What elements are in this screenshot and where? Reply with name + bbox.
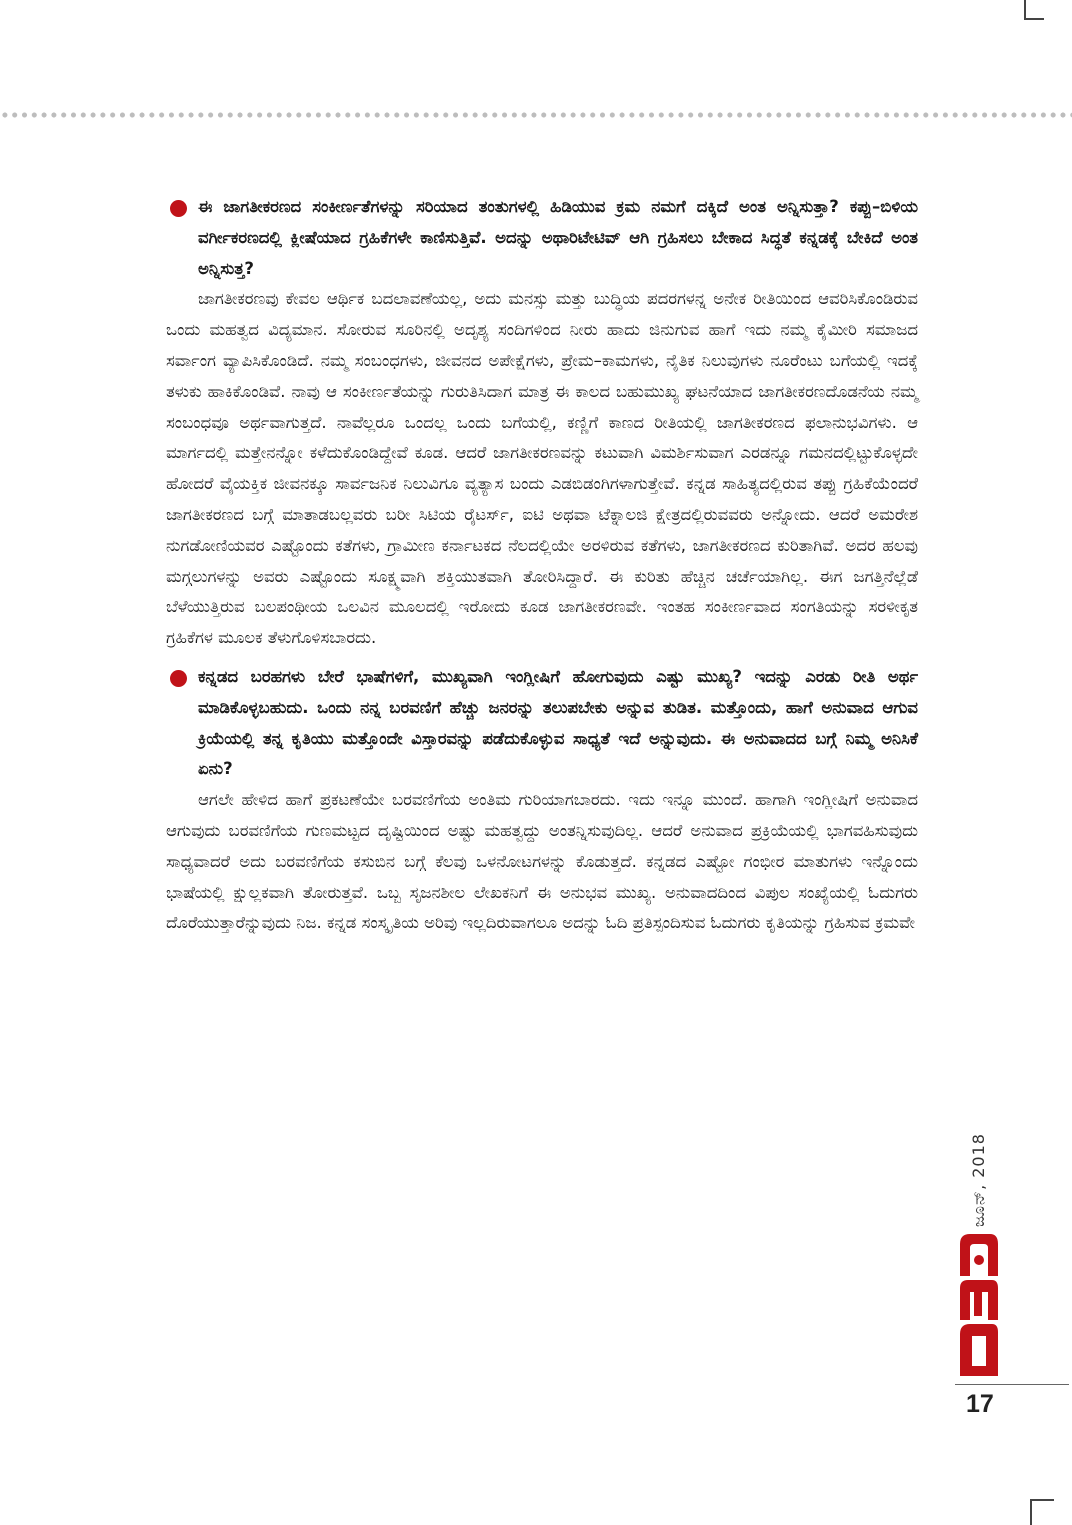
- answer-1: ಜಾಗತೀಕರಣವು ಕೇವಲ ಆರ್ಥಿಕ ಬದಲಾವಣೆಯಲ್ಲ, ಅದು ಮನಸ್ಸು ಮತ್ತು ಬುದ್ಧಿಯ ಪದರಗಳನ್ನ ಅನೇಕ ರೀತಿಯಿಂದ ಆವರಿಸಿಕೊಂಡಿರುವ ಒಂದು ಮಹತ್ವದ ವಿದ್ಯಮಾನ. ಸೋರುವ ಸೂರಿನಲ್ಲಿ ಅದೃಶ್ಯ ಸಂದಿಗಳಿಂದ ನೀರು ಹಾದು ಜಿನುಗುವ ಹಾಗೆ ಇದು ನಮ್ಮ ಕೈಮೀರಿ ಸಮಾಜದ ಸರ್ವಾಂಗ ವ್ಯಾಪಿಸಿಕೊಂಡಿದೆ. ನಮ್ಮ ಸಂಬಂಧಗಳು, ಜೀವನದ ಅಪೇಕ್ಷೆಗಳು, ಪ್ರೇಮ–ಕಾಮಗಳು, ನೈತಿಕ ನಿಲುವುಗಳು ನೂರೆಂಟು ಬಗೆಯಲ್ಲಿ ಇದಕ್ಕೆ ತಳುಕು ಹಾಕಿಕೊಂಡಿವೆ. ನಾವು ಆ ಸಂಕೀರ್ಣತೆಯನ್ನು ಗುರುತಿಸಿದಾಗ ಮಾತ್ರ ಈ ಕಾಲದ ಬಹುಮುಖ್ಯ ಘಟನೆಯಾದ ಜಾಗತೀಕರಣದೊಡನೆಯ ನಮ್ಮ ಸಂಬಂಧವೂ ಅರ್ಥವಾಗುತ್ತದೆ. ನಾವೆಲ್ಲರೂ ಒಂದಲ್ಲ ಒಂದು ಬಗೆಯಲ್ಲಿ, ಕಣ್ಣಿಗೆ ಕಾಣದ ರೀತಿಯಲ್ಲಿ ಜಾಗತೀಕರಣದ ಫಲಾನುಭವಿಗಳು. ಆ ಮಾರ್ಗದಲ್ಲಿ ಮತ್ತೇನನ್ನೋ ಕಳೆದುಕೊಂಡಿದ್ದೇವೆ ಕೂಡ. ಆದರೆ ಜಾಗತೀಕರಣವನ್ನು ಕಟುವಾಗಿ ವಿಮರ್ಶಿಸುವಾಗ ಎರಡನ್ನೂ ಗಮನದಲ್ಲಿಟ್ಟುಕೊಳ್ಳದೇ ಹೋದರೆ ವೈಯಕ್ತಿಕ ಜೀವನಕ್ಕೂ ಸಾರ್ವಜನಿಕ ನಿಲುವಿಗೂ ವ್ಯತ್ಯಾಸ ಬಂದು ಎಡಬಿಡಂಗಿಗಳಾಗುತ್ತೇವೆ. ಕನ್ನಡ ಸಾಹಿತ್ಯದಲ್ಲಿರುವ ತಪ್ಪು ಗ್ರಹಿಕೆಯೆಂದರೆ ಜಾಗತೀಕರಣದ ಬಗ್ಗೆ ಮಾತಾಡಬಲ್ಲವರು ಬರೀ ಸಿಟಿಯ ರೈಟರ್ಸ್, ಐಟಿ ಅಥವಾ ಟೆಕ್ನಾಲಜಿ ಕ್ಷೇತ್ರದಲ್ಲಿರುವವರು ಅನ್ನೋದು. ಆದರೆ ಅಮರೇಶ ನುಗಡೋಣಿಯವರ ಎಷ್ಟೊಂದು ಕತೆಗಳು, ಗ್ರಾಮೀಣ ಕರ್ನಾಟಕದ ನೆಲದಲ್ಲಿಯೇ ಅರಳಿರುವ ಕತೆಗಳು, ಜಾಗತೀಕರಣದ ಕುರಿತಾಗಿವೆ. ಅದರ ಹಲವು ಮಗ್ಗಲುಗಳನ್ನು ಅವರು ಎಷ್ಟೊಂದು ಸೂಕ್ಷ್ಮವಾಗಿ ಶಕ್ತಿಯುತವಾಗಿ ತೋರಿಸಿದ್ದಾರೆ. ಈ ಕುರಿತು ಹೆಚ್ಚಿನ ಚರ್ಚೆಯಾಗಿಲ್ಲ. ಈಗ ಜಗತ್ತಿನೆಲ್ಲೆಡೆ ಬೆಳೆಯುತ್ತಿರುವ ಬಲಪಂಥೀಯ ಒಲವಿನ ಮೂಲದಲ್ಲಿ ಇರೋದು ಕೂಡ ಜಾಗತೀಕರಣವೇ. ಇಂತಹ ಸಂಕೀರ್ಣವಾದ ಸಂಗತಿಯನ್ನು ಸರಳೀಕೃತ ಗ್ರಹಿಕೆಗಳ ಮೂಲಕ ತೆಳುಗೊಳಿಸಬಾರದು.: [166, 289, 918, 648]
- question-2: [166, 662, 918, 785]
- bullet-icon: [170, 670, 187, 687]
- crop-mark-bottom: [1030, 1499, 1054, 1525]
- bullet-icon: [170, 200, 187, 217]
- issue-date-text: ಜೂನ್, 2018: [969, 1133, 988, 1227]
- article-body: [166, 192, 918, 939]
- magazine-logo: [952, 1226, 1002, 1376]
- question-1: [166, 192, 918, 284]
- answer-2: ಆಗಲೇ ಹೇಳಿದ ಹಾಗೆ ಪ್ರಕಟಣೆಯೇ ಬರವಣಿಗೆಯ ಅಂತಿಮ ಗುರಿಯಾಗಬಾರದು. ಇದು ಇನ್ನೂ ಮುಂದೆ. ಹಾಗಾಗಿ ಇಂಗ್ಲೀಷಿಗೆ ಅನುವಾದ ಆಗುವುದು ಬರವಣಿಗೆಯ ಗುಣಮಟ್ಟದ ದೃಷ್ಟಿಯಿಂದ ಅಷ್ಟು ಮಹತ್ವದ್ದು ಅಂತನ್ನಿಸುವುದಿಲ್ಲ. ಆದರೆ ಅನುವಾದ ಪ್ರಕ್ರಿಯೆಯಲ್ಲಿ ಭಾಗವಹಿಸುವುದು ಸಾಧ್ಯವಾದರೆ ಅದು ಬರವಣಿಗೆಯ ಕಸುಬಿನ ಬಗ್ಗೆ ಕೆಲವು ಒಳನೋಟಗಳನ್ನು ಕೊಡುತ್ತದೆ. ಕನ್ನಡದ ಎಷ್ಟೋ ಗಂಭೀರ ಮಾತುಗಳು ಇನ್ನೊಂದು ಭಾಷೆಯಲ್ಲಿ ಕ್ಷುಲ್ಲಕವಾಗಿ ತೋರುತ್ತವೆ. ಒಬ್ಬ ಸೃಜನಶೀಲ ಲೇಖಕನಿಗೆ ಈ ಅನುಭವ ಮುಖ್ಯ. ಅನುವಾದದಿಂದ ವಿಪುಲ ಸಂಖ್ಯೆಯಲ್ಲಿ ಓದುಗರು ದೊರೆಯುತ್ತಾರೆನ್ನುವುದು ನಿಜ. ಕನ್ನಡ ಸಂಸ್ಕೃತಿಯ ಅರಿವು ಇಲ್ಲದಿರುವಾಗಲೂ ಅದನ್ನು ಓದಿ ಪ್ರತಿಸ್ಪಂದಿಸುವ ಓದುಗರು ಕೃತಿಯನ್ನು ಗ್ರಹಿಸುವ ಕ್ರಮವೇ: [166, 790, 918, 933]
- page-number: 17: [966, 1390, 994, 1418]
- dotted-divider: [0, 111, 1072, 119]
- question-2-text: ಕನ್ನಡದ ಬರಹಗಳು ಬೇರೆ ಭಾಷೆಗಳಿಗೆ, ಮುಖ್ಯವಾಗಿ ಇಂಗ್ಲೀಷಿಗೆ ಹೋಗುವುದು ಎಷ್ಟು ಮುಖ್ಯ? ಇದನ್ನು ಎರಡು ರೀತಿ ಅರ್ಥ ಮಾಡಿಕೊಳ್ಳಬಹುದು. ಒಂದು ನನ್ನ ಬರವಣಿಗೆ ಹೆಚ್ಚು ಜನರನ್ನು ತಲುಪಬೇಕು ಅನ್ನುವ ತುಡಿತ. ಮತ್ತೊಂದು, ಹಾಗೆ ಅನುವಾದ ಆಗುವ ಕ್ರಿಯೆಯಲ್ಲಿ ತನ್ನ ಕೃತಿಯು ಮತ್ತೊಂದೇ ವಿಸ್ತಾರವನ್ನು ಪಡೆದುಕೊಳ್ಳುವ ಸಾಧ್ಯತೆ ಇದೆ ಅನ್ನುವುದು. ಈ ಅನುವಾದದ ಬಗ್ಗೆ ನಿಮ್ಮ ಅನಿಸಿಕೆ ಏನು?: [198, 666, 918, 779]
- crop-mark-top: [1024, 0, 1044, 20]
- question-1-text: ಈ ಜಾಗತೀಕರಣದ ಸಂಕೀರ್ಣತೆಗಳನ್ನು ಸರಿಯಾದ ತಂತುಗಳಲ್ಲಿ ಹಿಡಿಯುವ ಕ್ರಮ ನಮಗೆ ದಕ್ಕಿದೆ ಅಂತ ಅನ್ನಿಸುತ್ತಾ? ಕಪ್ಪು–ಬಿಳಿಯ ವರ್ಗೀಕರಣದಲ್ಲಿ ಕ್ಲೀಷೆಯಾದ ಗ್ರಹಿಕೆಗಳೇ ಕಾಣಿಸುತ್ತಿವೆ. ಅದನ್ನು ಅಥಾರಿಟೇಟಿವ್ ಆಗಿ ಗ್ರಹಿಸಲು ಬೇಕಾದ ಸಿದ್ಧತೆ ಕನ್ನಡಕ್ಕೆ ಬೇಕಿದೆ ಅಂತ ಅನ್ನಿಸುತ್ತ?: [198, 197, 918, 278]
- page-number-rule: [955, 1384, 1069, 1385]
